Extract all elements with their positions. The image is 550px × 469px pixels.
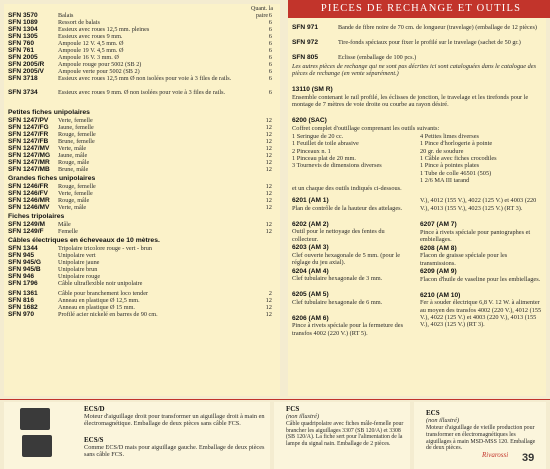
part-desc: Jaune, mâle <box>58 152 88 159</box>
part-code: SFN 1249/F <box>8 228 44 235</box>
part-code: SFN 1247/MR <box>8 159 50 166</box>
page-number: 39 <box>522 452 535 464</box>
part-qty: 12 <box>265 124 272 131</box>
part-desc: Rouge, mâle <box>58 197 90 204</box>
tool-code: 6206 (AM 6) <box>292 314 329 322</box>
part-qty: 6 <box>268 68 272 75</box>
part-qty: 12 <box>265 117 272 124</box>
part-code: SFN 1796 <box>8 280 38 287</box>
part-code: SFN 1246/MR <box>8 197 50 204</box>
part-code: SFN 2005/V <box>8 68 44 75</box>
part-qty: 12 <box>265 166 272 173</box>
part-qty: 6 <box>268 75 272 82</box>
tool-code: 6202 (AM 2) <box>292 220 329 228</box>
tool-code: 6203 (AM 3) <box>292 244 329 252</box>
section-heading: Petites fiches unipolaires <box>8 109 90 116</box>
tool-item: 1 Seringue de 20 cc. <box>292 133 344 140</box>
part-qty: 12 <box>265 138 272 145</box>
part-desc: Essieux avec roues 12,5 mm Ø non isolées pour voie à 3 files de rails. <box>58 75 232 82</box>
part-code: SFN 1246/MV <box>8 204 50 211</box>
part-desc: Rouge, mâle <box>58 159 90 166</box>
part-code: SFN 1247/FR <box>8 131 49 138</box>
tool-code: 6208 (AM 8) <box>420 244 457 252</box>
part-desc: Unipolaire rouge <box>58 273 101 280</box>
part-code: SFN 971 <box>292 24 319 31</box>
part-qty: 6 <box>268 12 272 19</box>
part-qty: 6 <box>268 61 272 68</box>
part-qty: 6 <box>268 19 272 26</box>
part-desc: Câble ultraflexible noir unipolaire <box>58 280 143 287</box>
part-desc: Bande de fibre noire de 70 cm. de longueur (travelage) (emballage de 12 pièces) <box>338 24 537 31</box>
tool-code: 6205 (AM 5) <box>292 291 329 299</box>
ecs-sub: (non illustré) <box>426 417 460 424</box>
part-qty: 12 <box>265 159 272 166</box>
part-desc: Rouge, femelle <box>58 131 96 138</box>
part-qty: 12 <box>265 297 272 304</box>
part-qty: 12 <box>265 152 272 159</box>
part-desc: Profilé acier nickelé en barres de 90 cm. <box>58 311 158 318</box>
part-code: SFN 945/G <box>8 259 41 266</box>
part-qty: 6 <box>268 89 272 96</box>
part-code: SFN 972 <box>292 39 319 46</box>
part-desc: Jaune, femelle <box>58 124 94 131</box>
part-desc: Eclisse (emballage de 100 pcs.) <box>338 54 417 61</box>
part-qty: 12 <box>265 190 272 197</box>
kit-code: 6200 (SAC) <box>292 117 327 124</box>
tool-item: 1 Pince d'horlogerie à pointe <box>420 140 493 148</box>
part-code: SFN 1247/MG <box>8 152 51 159</box>
part-qty: 6 <box>268 54 272 61</box>
fcs-title: FCS <box>286 405 300 413</box>
part-code: SFN 1304 <box>8 26 38 33</box>
part-code: SFN 945/B <box>8 266 41 273</box>
part-code: SFN 1361 <box>8 290 38 297</box>
part-code: SFN 1247/FG <box>8 124 49 131</box>
part-code: SFN 1249/M <box>8 221 46 228</box>
part-desc: Ampoule verte pour 5002 (SB 2) <box>58 68 140 75</box>
part-qty: 12 <box>265 145 272 152</box>
part-code: SFN 3734 <box>8 89 38 96</box>
part-desc: Verte, mâle <box>58 204 87 211</box>
part-desc: Balais <box>58 12 74 19</box>
part-code: SFN 3570 <box>8 12 38 19</box>
part-desc: Essieux avec roues 9 mm. Ø non isolées pour voie à 3 files de rails. <box>58 89 226 96</box>
part-code: SFN 1247/PV <box>8 117 49 124</box>
tool-desc: Flacon d'huile de vaseline pour les embiellages. <box>420 275 541 283</box>
tool-desc: Pince à rivets spéciale pour la fermeture des transfos 4002 (220 V.) (RT 5). <box>292 322 404 337</box>
part-desc: Rouge, femelle <box>58 183 96 190</box>
part-desc: Ampoule rouge pour 5002 (SB 2) <box>58 61 142 68</box>
part-desc: Essieux avec roues 12,5 mm. pleines <box>58 26 150 33</box>
part-code: SFN 1344 <box>8 245 38 252</box>
tool-desc: Outil pour le nettoyage des fentes du collecteur. <box>292 228 385 243</box>
part-desc: Ampoule 19 V. 4,5 mm. Ø <box>58 47 124 54</box>
ecs-s-title: ECS/S <box>84 436 104 444</box>
part-qty: 12 <box>265 311 272 318</box>
part-code: SFN 1246/FV <box>8 190 48 197</box>
part-desc: Ampoule 12 V. 4,5 mm. Ø <box>58 40 124 47</box>
kit-desc: Coffret complet d'outillage comprenant les outils suivants: <box>292 125 440 132</box>
part-code: SFN 761 <box>8 47 35 54</box>
part-desc: Anneau en plastique Ø 12,5 mm. <box>58 297 140 304</box>
tool-code: 6209 (AM 9) <box>420 268 457 276</box>
tool-code: 6204 (AM 4) <box>292 267 329 275</box>
catalog-note: Les autres pièces de rechange qui ne sont pas décrites ici sont cataloguées dans le catalogue des pièces de rechange (en vente séparément.) <box>292 63 537 78</box>
fcs-desc: Câble quadripolaire avec fiches mâle-femelle pour brancher les aiguillages 3307 (SB 120/A) et 3308 (SB 120/A). La fiche sert pour l'alimentation de la lampe du signal nain. Emballage de 2 pièces. <box>286 421 404 447</box>
part-code: SFN 1247/MV <box>8 145 50 152</box>
part-desc: Tire-fonds spéciaux pour fixer le profilé sur le travelage (sachet de 50 gr.) <box>338 39 521 46</box>
part-code: SFN 1246/FR <box>8 183 49 190</box>
part-qty: 6 <box>268 33 272 40</box>
part-qty: 12 <box>265 204 272 211</box>
part-qty: 6 <box>268 47 272 54</box>
part-desc: Mâle <box>58 221 71 228</box>
tool-item: 1 Pinceau plat de 20 mm. <box>292 154 357 162</box>
ecs-d-desc: Moteur d'aiguillage droit pour transformer un aiguillage droit à main en électromagnétique. Emballage de deux pièces sans câble FCS. <box>84 413 265 428</box>
fcs-sub: (non illustré) <box>286 413 320 420</box>
part-code: SFN 1682 <box>8 304 38 311</box>
tool-desc: Clef tubulaire hexagonale de 6 mm. <box>292 298 383 306</box>
tool-code: 6207 (AM 7) <box>420 221 457 229</box>
part-desc: Ampoule 16 V. 3 mm. Ø <box>58 54 119 61</box>
tool-desc: Clef ouverte hexagonale de 5 mm. (pour le réglage du jeu axial). <box>292 251 401 266</box>
part-desc: Verte, femelle <box>58 117 93 124</box>
part-code: SFN 1247/MB <box>8 166 50 173</box>
kit-code: 13110 (SM R) <box>292 86 333 93</box>
page-title: PIECES DE RECHANGE ET OUTILS <box>320 3 522 14</box>
part-code: SFN 945 <box>8 252 35 259</box>
part-qty: 12 <box>265 221 272 228</box>
part-desc: Brune, mâle <box>58 166 89 173</box>
part-qty: 12 <box>265 131 272 138</box>
tool-desc: Fer à souder électrique 6,8 V. 12 W. à alimenter au moyen des transfos 4002 (220 V.), 4012 (155 V.), 4022 (125 V.) et 4003 (220 V.), 4013 (155 V.), 4023 (125 V.) (RT 3). <box>420 299 542 329</box>
ecs-s-device-image <box>22 435 52 457</box>
tool-desc: Flacon de graisse spéciale pour les transmissions. <box>420 252 508 267</box>
tool-code: 6201 (AM 1) <box>292 197 329 205</box>
part-qty: 12 <box>265 304 272 311</box>
tool-desc: Pince à rivets spéciale pour pantographes et embiellages. <box>420 228 531 243</box>
part-code: SFN 1247/FB <box>8 138 49 145</box>
part-code: SFN 2005/R <box>8 61 45 68</box>
tool-item: 1 2/6 MA III tarand <box>420 176 470 184</box>
section-heading: Grandes fiches unipolaires <box>8 175 96 182</box>
part-desc: Unipolaire vert <box>58 252 96 259</box>
part-desc: Verte, mâle <box>58 145 87 152</box>
part-desc: Unipolaire jaune <box>58 259 100 266</box>
ecs-desc: Moteur d'aiguillage de vieille production pour transformer en électromagnétiques les aiguillages à main MSD-MSS 120. Emballage de deux pièces. <box>426 425 536 452</box>
brand-logo: Rivarossi <box>482 451 509 459</box>
ecs-d-title: ECS/D <box>84 405 105 413</box>
qty-header: Quant. la paire <box>251 6 273 19</box>
part-desc: Câble pour branchement loco tender <box>58 290 149 297</box>
part-qty: 2 <box>268 290 272 297</box>
part-code: SFN 946 <box>8 273 35 280</box>
part-desc: Tripolaire tricolore rouge - vert - brun <box>58 245 152 252</box>
part-code: SFN 805 <box>292 54 319 61</box>
part-code: SFN 970 <box>8 311 35 318</box>
tools-note: et un chaque des outils indiqués ci-dessous. <box>292 185 402 193</box>
kit-desc: Ensemble contenant le rail profilé, les éclisses de jonction, le travelage et les tirefonds pour le montage de 7 mètres de voie droite ou courbe au rayon désiré. <box>292 94 529 109</box>
ecs-d-device-image <box>20 408 50 430</box>
tool-desc: Clef tubulaire hexagonale de 3 mm. <box>292 275 383 283</box>
part-qty: 6 <box>268 40 272 47</box>
part-code: SFN 816 <box>8 297 35 304</box>
tool-item: 1 Tube de colle 46501 (505) <box>420 169 492 177</box>
tool-item: 2 Pinceaux n. 1 <box>292 147 331 155</box>
part-desc: Unipolaire brun <box>58 266 98 273</box>
part-desc: Ressort de balais <box>58 19 100 26</box>
section-heading: Fiches tripolaires <box>8 213 65 220</box>
tool-item: 1 Feuillet de toile abrasive <box>292 140 359 148</box>
part-qty: 12 <box>265 197 272 204</box>
part-code: SFN 3718 <box>8 75 38 82</box>
part-desc: Brune, femelle <box>58 138 95 145</box>
part-code: SFN 2005 <box>8 54 38 61</box>
part-desc: Essieux avec roues 9 mm. <box>58 33 123 40</box>
part-qty: 6 <box>268 26 272 33</box>
tool-item: 4 Petites limes diverses <box>420 133 479 140</box>
ecs-title: ECS <box>426 409 440 417</box>
tool-item: 20 gr. de soudure <box>420 147 464 155</box>
tool-item: 1 Câble avec fiches crocodiles <box>420 154 497 162</box>
tool-item: 3 Tournevis de dimensions diverses <box>292 162 382 170</box>
part-code: SFN 1305 <box>8 33 38 40</box>
ecs-s-desc: Comme ECS/D mais pour aiguillage gauche. Emballage de deux pièces sans câble FCS. <box>84 444 265 459</box>
part-code: SFN 1089 <box>8 19 38 26</box>
section-heading: Câbles électriques en écheveaux de 10 mètres. <box>8 237 160 244</box>
tool-code: 6210 (AM 10) <box>420 291 461 299</box>
tool-desc-cont: V.), 4012 (155 V.), 4022 (125 V.) et 4003 (220 V.), 4013 (155 V.), 4023 (125 V.) (RT 3). <box>420 197 537 212</box>
part-qty: 12 <box>265 183 272 190</box>
part-qty: 12 <box>265 228 272 235</box>
tool-item: 1 Pince à pointes plates <box>420 162 480 170</box>
tool-desc: Plan de contrôle de la hauteur des attelages. <box>292 204 403 212</box>
part-desc: Verte, femelle <box>58 190 93 197</box>
part-desc: Femelle <box>58 228 78 235</box>
part-desc: Anneau en plastique Ø 15 mm. <box>58 304 135 311</box>
part-code: SFN 760 <box>8 40 35 47</box>
